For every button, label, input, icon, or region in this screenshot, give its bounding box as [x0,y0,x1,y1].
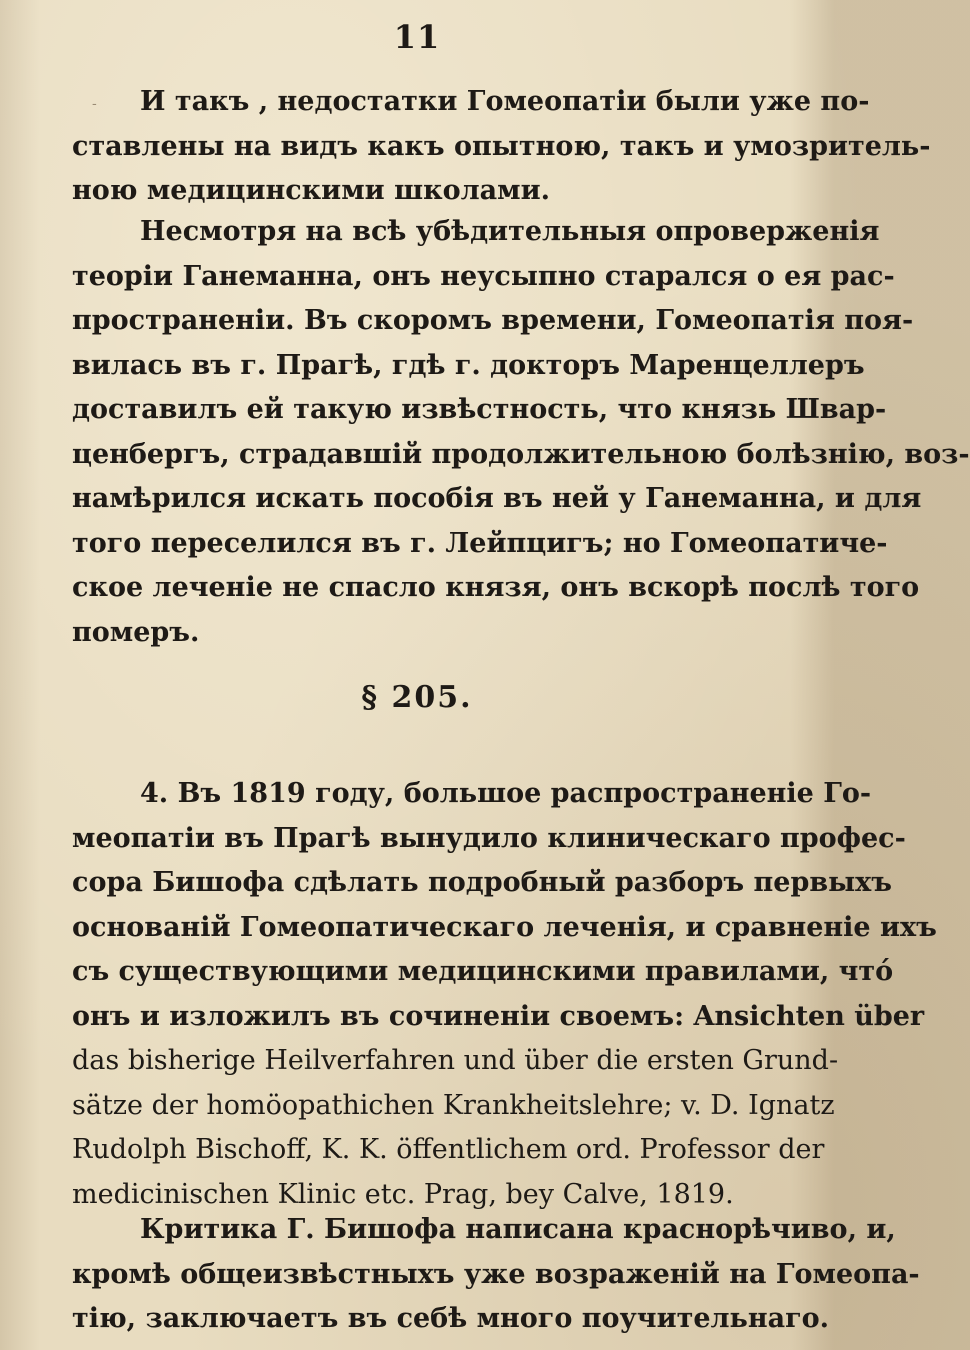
paragraph-line: тію, заключаетъ въ себѣ много поучительнаго. [72,1303,830,1334]
paragraph-line: И такъ , недостатки Гомеопатіи были уже по- [140,86,870,117]
paragraph-line: съ существующими медицинскими правилами, что́ [72,956,894,987]
paragraph-1 [72,80,931,214]
paragraph-line: Несмотря на всѣ убѣдительныя опроверженія [140,216,880,247]
paragraph-line: пространеніи. Въ скоромъ времени, Гомеопатія поя- [72,305,914,336]
paragraph-4 [72,1208,920,1342]
paragraph-line: намѣрился искать пособія въ ней у Ганеманна, и для [72,483,922,514]
paragraph-line: ставлены на видъ какъ опытною, такъ и умозритель- [72,130,931,162]
paragraph-line: 4. Въ 1819 году, большое распространеніе Го- [140,778,872,809]
paragraph-line-german: das bisherige Heilverfahren und über die ersten Grund- [72,1045,839,1076]
page-number: 11 [393,18,441,56]
paragraph-line-german: Rudolph Bischoff, K. K. öffentlichem ord. Professor der [72,1134,825,1165]
paragraph-3 [72,772,937,1217]
paragraph-line: сора Бишофа сдѣлать подробный разборъ первыхъ [72,867,892,898]
paragraph-line: меопатіи въ Прагѣ вынудило клиническаго профес- [72,822,906,854]
paragraph-line: того переселился въ г. Лейпцигъ; но Гомеопатиче- [72,527,888,559]
paragraph-line: кромѣ общеизвѣстныхъ уже возраженій на Гомеопа- [72,1258,920,1290]
paragraph-line: теоріи Ганеманна, онъ неусыпно старался о ея рас- [72,260,895,292]
paragraph-line: ною медицинскими школами. [72,175,551,206]
paragraph-line: доставилъ ей такую извѣстность, что князь Швар- [72,394,887,425]
paragraph-line: ценбергъ, страдавшій продолжительною болѣзнію, воз- [72,438,970,470]
section-heading: § 205. [361,680,473,715]
paragraph-line-german: medicinischen Klinic etc. Prag, bey Calve, 1819. [72,1178,734,1210]
paragraph-2 [72,210,970,655]
paragraph-line: померъ. [72,616,200,648]
paragraph-line: Критика Г. Бишофа написана краснорѣчиво, и, [140,1214,896,1245]
paragraph-line: онъ и изложилъ въ сочиненіи своемъ: Ansichten über [72,1000,925,1032]
paragraph-line-german: sätze der homöopathichen Krankheitslehre; v. D. Ignatz [72,1089,835,1121]
paragraph-line: основаній Гомеопатическаго леченія, и сравненіе ихъ [72,911,937,943]
paragraph-line: ское леченіе не спасло князя, онъ вскорѣ послѣ того [72,572,920,603]
paragraph-line: вилась въ г. Прагѣ, гдѣ г. докторъ Маренцеллеръ [72,349,865,381]
margin-mark: - [92,96,97,112]
